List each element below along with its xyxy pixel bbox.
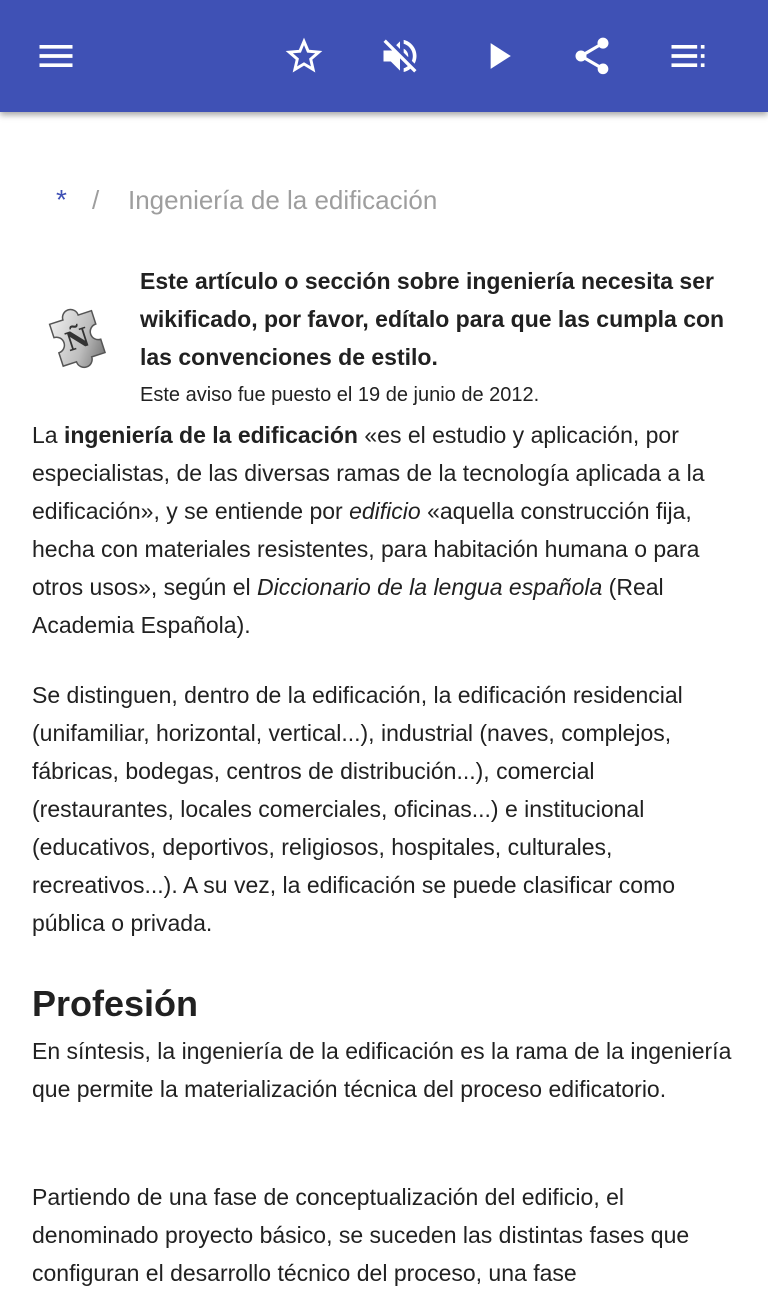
list-icon [666, 34, 710, 78]
paragraph-intro [32, 416, 736, 644]
menu-button[interactable] [28, 28, 84, 84]
play-button[interactable] [470, 28, 526, 84]
table-of-contents-button[interactable] [660, 28, 716, 84]
text-segment: (Real Academia Española). [32, 574, 664, 638]
breadcrumb-current: Ingeniería de la edificación [128, 185, 438, 215]
italic-term: Diccionario de la lengua española [257, 574, 603, 600]
section-heading-profesion: Profesión [32, 983, 199, 1024]
notice-title: Este artículo o sección sobre ingeniería necesita ser wikificado, por favor, edítalo para que las cumpla con las convenciones de estilo. [140, 268, 725, 370]
italic-term: edificio [349, 498, 421, 524]
share-button[interactable] [564, 28, 620, 84]
breadcrumb [32, 182, 736, 218]
app-toolbar [0, 0, 768, 112]
bold-term: ingeniería de la edificación [63, 422, 358, 448]
notice-date: Este aviso fue puesto el 19 de junio de 2012. [140, 384, 540, 406]
text-segment: La [32, 422, 64, 448]
share-icon [570, 34, 614, 78]
svg-text:Ñ: Ñ [62, 322, 94, 359]
text-segment: «aquella construcción fija, hecha con materiales resistentes, para habitación humana o para otros usos», según el [32, 498, 700, 600]
mute-button[interactable] [372, 28, 428, 84]
volume-off-icon [378, 34, 422, 78]
favorite-button[interactable] [276, 28, 332, 84]
menu-icon [34, 34, 78, 78]
paragraph-process: Partiendo de una fase de conceptualización del edificio, el denominado proyecto básico, se suceden las distintas fases que configuran el desarrollo técnico del proceso, una fase [32, 1184, 690, 1286]
text-segment: «es el estudio y aplicación, por especialistas, de las diversas ramas de la tecnología aplicada a la edificación», y se entiende por [32, 422, 705, 524]
star-outline-icon [282, 34, 326, 78]
breadcrumb-separator: / [92, 185, 100, 215]
paragraph-types: Se distinguen, dentro de la edificación, la edificación residencial (unifamiliar, horizontal, vertical...), industrial (naves, complejos, fábricas, bodegas, centros de distribución...), comercial (restaurantes, locales comerciales, oficinas...) e institucional (educativos, deportivos, religiosos, hospitales, culturales, recreativos...). A su vez, la edificación se puede clasificar como pública o privada. [32, 682, 683, 936]
breadcrumb-home-link[interactable]: * [56, 184, 67, 215]
play-icon [476, 34, 520, 78]
wikify-notice [32, 262, 736, 412]
puzzle-piece-icon [36, 292, 120, 376]
paragraph-profesion: En síntesis, la ingeniería de la edificación es la rama de la ingeniería que permite la materialización técnica del proceso edificatorio. [32, 1038, 732, 1102]
